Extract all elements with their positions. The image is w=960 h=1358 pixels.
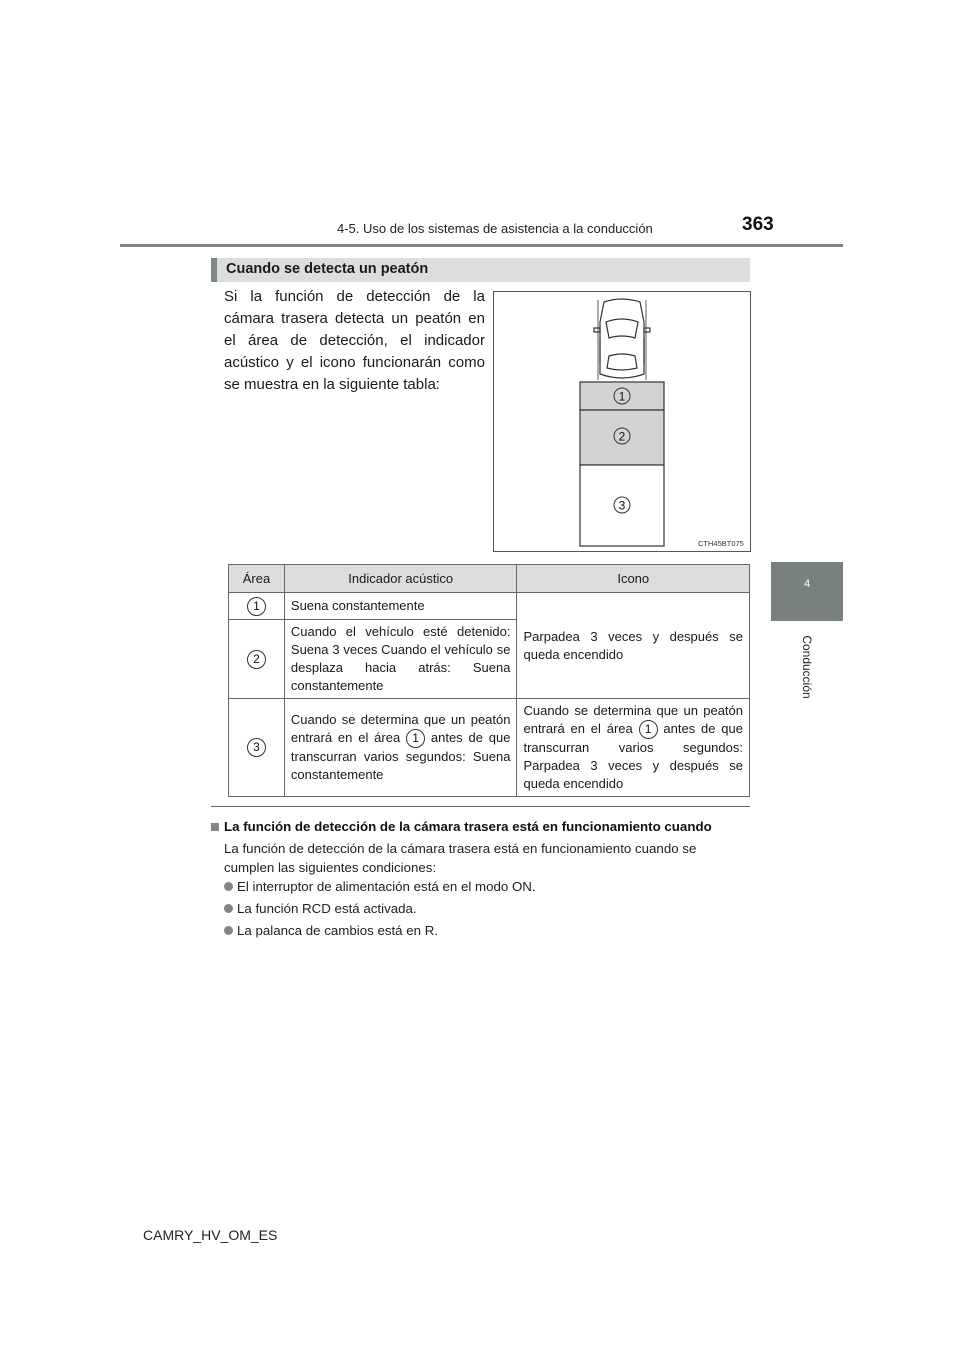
area-reference-badge: 1 bbox=[406, 729, 425, 748]
icon-text-end: antes de que transcurran varios segundos: Parpadea 3 veces y después se queda encendido bbox=[523, 721, 743, 792]
section-title: Cuando se detecta un peatón bbox=[226, 261, 429, 277]
header-rule bbox=[120, 244, 843, 247]
note-heading bbox=[211, 819, 712, 834]
detection-area-figure bbox=[493, 291, 751, 552]
intro-paragraph: Si la función de detección de la cámara trasera detecta un peatón en el área de detección, el indicador acústico y el icono funcionarán como se muestra en la siguiente tabla: bbox=[224, 288, 485, 393]
table-row bbox=[229, 593, 750, 620]
chapter-tab bbox=[771, 562, 843, 621]
area-number-badge: 3 bbox=[247, 738, 266, 757]
buzzer-text-end: antes de que transcurran varios segundos: Suena constantemente bbox=[290, 730, 511, 783]
area-reference-badge: 1 bbox=[639, 720, 658, 739]
svg-text:2: 2 bbox=[618, 429, 626, 444]
buzzer-cell: Cuando el vehículo esté detenido: Suena 3 veces Cuando el vehículo se desplaza hacia atrás: Suena constantemente bbox=[284, 620, 517, 699]
condition-text: La palanca de cambios está en R. bbox=[237, 923, 439, 938]
footer-model-code: CAMRY_HV_OM_ES bbox=[143, 1227, 278, 1243]
header-section-title: 4-5. Uso de los sistemas de asistencia a la conducción bbox=[337, 221, 653, 236]
condition-item bbox=[224, 923, 438, 938]
chapter-label: Conducción bbox=[800, 635, 814, 699]
area-cell bbox=[229, 699, 285, 797]
column-header-area: Área bbox=[229, 565, 285, 593]
table-row bbox=[229, 699, 750, 797]
icon-text-start: Cuando se determina que un peatón entrará en el área bbox=[523, 703, 743, 736]
svg-text:3: 3 bbox=[618, 498, 626, 513]
round-bullet-icon bbox=[224, 882, 233, 891]
chapter-number: 4 bbox=[803, 578, 811, 590]
area-behaviour-table bbox=[228, 564, 750, 797]
icon-cell bbox=[517, 699, 750, 797]
condition-item bbox=[224, 879, 536, 894]
figure-code: CTH45BT075 bbox=[698, 539, 744, 548]
note-heading-text: La función de detección de la cámara trasera está en funcionamiento cuando bbox=[224, 819, 712, 834]
icon-cell-shared: Parpadea 3 veces y después se queda encendido bbox=[517, 593, 750, 699]
page-number: 363 bbox=[742, 214, 774, 235]
round-bullet-icon bbox=[224, 904, 233, 913]
buzzer-text-start: Cuando se determina que un peatón entrará en el área bbox=[290, 712, 511, 745]
detection-area-diagram bbox=[494, 292, 750, 551]
column-header-icon: Icono bbox=[517, 565, 750, 593]
area-number-badge: 2 bbox=[247, 650, 266, 669]
area-cell bbox=[229, 620, 285, 699]
round-bullet-icon bbox=[224, 926, 233, 935]
square-bullet-icon bbox=[211, 823, 219, 831]
column-header-buzzer: Indicador acústico bbox=[284, 565, 517, 593]
condition-text: La función RCD está activada. bbox=[237, 901, 417, 916]
section-heading-bar bbox=[211, 258, 750, 282]
area-number-badge: 1 bbox=[247, 597, 266, 616]
buzzer-cell: Suena constantemente bbox=[284, 593, 517, 620]
condition-text: El interruptor de alimentación está en el modo ON. bbox=[237, 879, 536, 894]
table-header-row bbox=[229, 565, 750, 593]
buzzer-cell bbox=[284, 699, 517, 797]
condition-item bbox=[224, 901, 417, 916]
section-end-rule bbox=[211, 806, 750, 807]
note-body: La función de detección de la cámara trasera está en funcionamiento cuando se cumplen las siguientes condiciones: bbox=[224, 841, 697, 875]
svg-text:1: 1 bbox=[618, 389, 626, 404]
car-top-view-icon bbox=[594, 299, 650, 380]
area-cell bbox=[229, 593, 285, 620]
section-accent bbox=[211, 258, 217, 282]
